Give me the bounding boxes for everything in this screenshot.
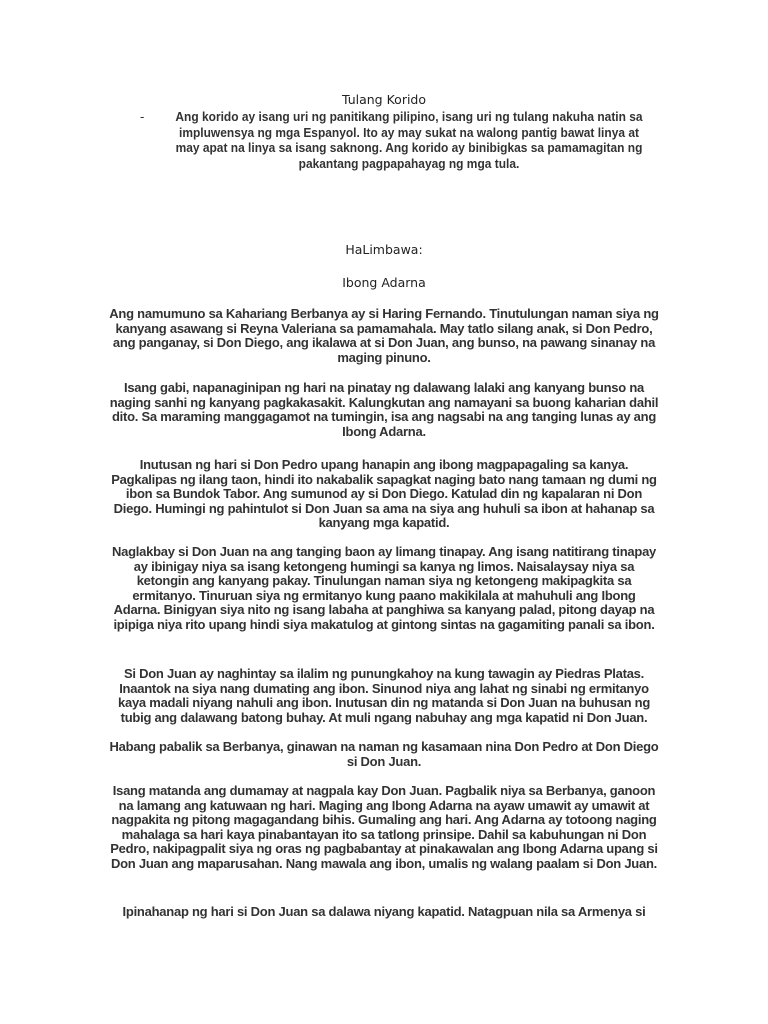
- story-paragraph: Isang matanda ang dumamay at nagpala kay Don Juan. Pagbalik niya sa Berbanya, ganoon na lamang ang katuwaan ng hari. Maging ang Ibong Adarna na ayaw umawit ay umawit at nagpakita ng pitong magagandang bihis. Gumaling ang hari. Ang Adarna ay totoong naging mahalaga sa hari kaya pinabantayan ito sa tatlong prinsipe. Dahil sa kabuhungan ni Don Pedro, nakipagpalit siya ng oras ng pagbabantay at pinakawalan ang Ibong Adarna upang si Don Juan ang maparusahan. Nang mawala ang ibon, umalis ng walang paalam si Don Juan.: [110, 783, 658, 871]
- story-paragraph: Ipinahanap ng hari si Don Juan sa dalawa niyang kapatid. Natagpuan nila sa Armenya si: [122, 904, 646, 919]
- document-title: Tulang Korido: [341, 92, 427, 107]
- bullet-dash: -: [140, 109, 145, 124]
- story-paragraph: Habang pabalik sa Berbanya, ginawan na naman ng kasamaan nina Don Pedro at Don Diego si Don Juan.: [109, 739, 659, 769]
- story-paragraph: Naglakbay si Don Juan na ang tanging baon ay limang tinapay. Ang isang natitirang tinapay ay ibinigay niya sa isang ketongeng humingi sa kanya ng limos. Naisalaysay niya sa ketongin ang kanyang pakay. Tinulungan naman siya ng ketongeng makipagkita sa ermitanyo. Tinuruan siya ng ermitanyo kung paano makikilala at mahuhuli ang Ibong Adarna. Binigyan siya nito ng isang labaha at panghiwa sa kanyang palad, pitong dayap na ipipiga niya rito upang hindi siya makatulog at gintong sintas na gagamiting panali sa ibon.: [111, 544, 657, 632]
- story-paragraph: Inutusan ng hari si Don Pedro upang hanapin ang ibong magpapagaling sa kanya. Pagkalipas ng ilang taon, hindi ito nakabalik sapagkat naging bato nang tamaan ng dumi ng ibon sa Bundok Tabor. Ang sumunod ay si Don Diego. Katulad din ng kapalaran ni Don Diego. Humingi ng pahintulot si Don Juan sa ama na siya ang huhuli sa ibon at hahanap sa kanyang mga kapatid.: [111, 457, 657, 531]
- story-paragraph: Ang namumuno sa Kahariang Berbanya ay si Haring Fernando. Tinutulungan naman siya ng kanyang asawang si Reyna Valeriana sa pamamahala. May tatlo silang anak, si Don Pedro, ang panganay, si Don Diego, ang ikalawa at si Don Juan, ang bunso, na pawang sinanay na maging pinuno.: [109, 306, 659, 365]
- story-paragraph: Isang gabi, napanaginipan ng hari na pinatay ng dalawang lalaki ang kanyang bunso na naging sanhi ng kanyang pagkakasakit. Kalungkutan ang namayani sa buong kaharian dahil dito. Sa maraming manggagamot na tumingin, isa ang nagsabi na ang tanging lunas ay ang Ibong Adarna.: [109, 380, 659, 439]
- definition-text: Ang korido ay isang uri ng panitikang pilipino, isang uri ng tulang nakuha natin sa impluwensya ng mga Espanyol. Ito ay may sukat na walong pantig bawat linya at may apat na linya sa isang saknong. Ang korido ay binibigkas sa pamamagitan ng pakantang pagpapahayag ng mga tula.: [175, 109, 643, 171]
- example-label: HaLimbawa:: [345, 242, 423, 257]
- story-title: Ibong Adarna: [342, 275, 426, 290]
- story-paragraph: Si Don Juan ay naghintay sa ilalim ng punungkahoy na kung tawagin ay Piedras Platas. Inaantok na siya nang dumating ang ibon. Sinunod niya ang lahat ng sinabi ng ermitanyo kaya madali niyang nahuli ang ibon. Inutusan din ng matanda si Don Juan na buhusan ng tubig ang dalawang batong buhay. At muli ngang nabuhay ang mga kapatid ni Don Juan.: [117, 666, 651, 725]
